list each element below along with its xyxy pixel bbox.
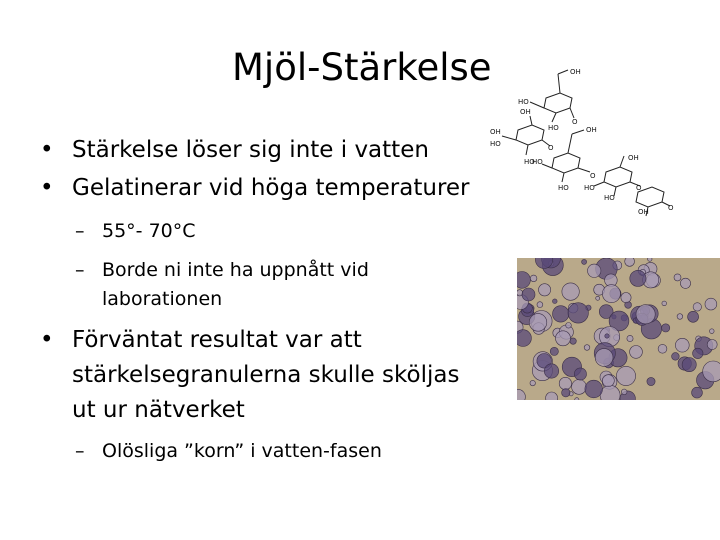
molecule-label: OH (570, 68, 581, 76)
granule (537, 302, 543, 308)
granule (703, 361, 720, 382)
molecule-label: HO (604, 194, 615, 202)
granule (662, 324, 670, 332)
molecule-label: O (590, 172, 596, 180)
granule (693, 348, 703, 358)
granule (627, 335, 633, 341)
granule (662, 301, 667, 306)
granule (568, 303, 588, 323)
granule (647, 377, 655, 385)
bullet-text: ut ur nätverket (72, 397, 245, 423)
granule (584, 345, 590, 351)
granule (636, 305, 655, 324)
granule (707, 340, 717, 350)
starch-granules-micrograph (517, 258, 720, 400)
bullet-text: Stärkelse löser sig inte i vatten (72, 137, 429, 163)
sub-bullet-text: 55°- 70°C (102, 220, 196, 242)
granule (572, 380, 587, 395)
granule (553, 306, 569, 322)
granule (588, 264, 601, 277)
molecule-label: HO (558, 184, 569, 192)
bullet-text: stärkelsegranulerna skulle sköljas (72, 362, 460, 388)
sub-bullet-text: Olösliga ”korn” i vatten-fasen (102, 440, 382, 462)
granule (677, 314, 683, 320)
sub-bullet-marker: – (75, 220, 85, 242)
granule (648, 258, 652, 261)
granule (585, 380, 603, 398)
granule (605, 334, 609, 338)
bullet-marker: • (40, 137, 54, 163)
granule (566, 323, 572, 329)
granule (570, 338, 576, 344)
granule (553, 299, 558, 304)
sub-bullet-text: laborationen (102, 288, 223, 310)
granule (625, 258, 635, 266)
granule (582, 259, 587, 264)
molecule-label: HO (518, 98, 529, 106)
molecule-label: O (668, 204, 674, 212)
granule (682, 358, 696, 372)
molecule-label: HO (524, 158, 535, 166)
granule (630, 346, 643, 359)
granule (556, 331, 571, 346)
molecule-label: O (636, 184, 642, 192)
sub-bullet-marker: – (75, 440, 85, 462)
granule (575, 398, 579, 400)
molecule-label: OH (638, 208, 649, 216)
granule (596, 296, 600, 300)
granule (530, 380, 535, 385)
granule (602, 285, 620, 303)
molecule-label: O (572, 118, 578, 126)
granule (559, 377, 571, 389)
granule (550, 347, 558, 355)
granule (621, 389, 627, 395)
granule (680, 278, 690, 288)
molecule-label: O (548, 144, 554, 152)
granule (517, 330, 531, 347)
granule (574, 368, 586, 380)
granule (544, 364, 558, 378)
granule (672, 353, 680, 361)
molecule-label: OH (586, 126, 597, 134)
granule (529, 314, 547, 332)
molecule-label: HO (548, 124, 559, 132)
granule (688, 311, 699, 322)
sub-bullet-text: Borde ni inte ha uppnått vid (102, 259, 369, 281)
granule (705, 298, 717, 310)
molecule-label: HO (490, 140, 501, 148)
granule (562, 389, 570, 397)
granule (630, 270, 646, 286)
starch-molecule-diagram (488, 60, 678, 220)
granule (517, 272, 530, 289)
sub-bullet-marker: – (75, 259, 85, 281)
slide-title: Mjöl-Stärkelse (232, 46, 492, 89)
granule (692, 387, 703, 398)
bullet-text: Gelatinerar vid höga temperaturer (72, 175, 470, 201)
molecule-label: OH (490, 128, 501, 136)
granule (674, 274, 681, 281)
granule (710, 329, 715, 334)
granule (621, 293, 631, 303)
molecule-label: OH (520, 108, 531, 116)
granule (530, 275, 537, 282)
granule (522, 288, 535, 301)
granule (693, 303, 701, 311)
molecule-label: OH (628, 154, 639, 162)
granule (658, 344, 667, 353)
bullet-marker: • (40, 327, 54, 353)
bullet-text: Förväntat resultat var att (72, 327, 362, 353)
molecule-label: HO (584, 184, 595, 192)
granule (562, 283, 579, 300)
granule (602, 375, 614, 387)
granule (675, 338, 689, 352)
bullet-marker: • (40, 175, 54, 201)
granule (595, 349, 613, 367)
molecule-label: HO (532, 158, 543, 166)
granule (616, 366, 635, 385)
granule (539, 284, 551, 296)
